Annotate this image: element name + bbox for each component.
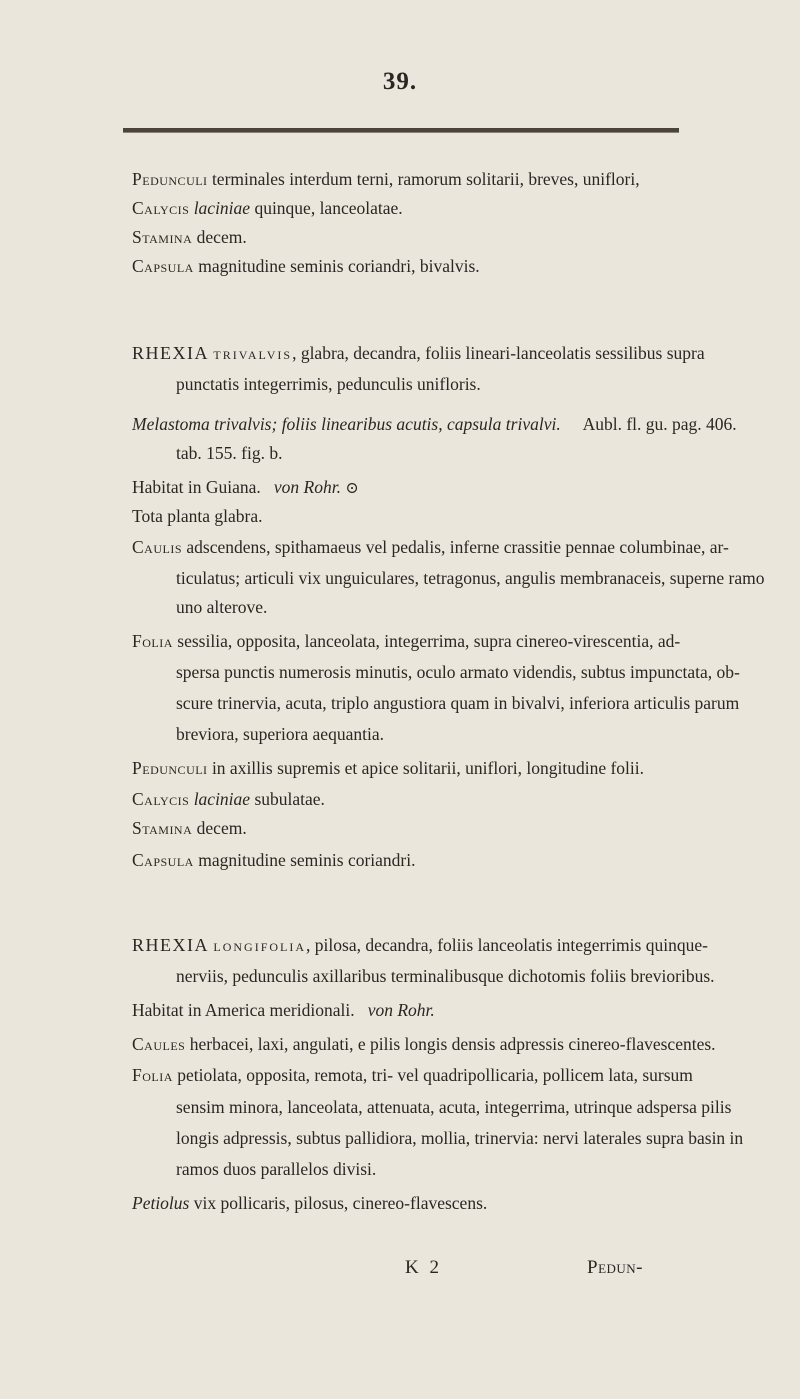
- genus-name: RHEXIA: [132, 343, 209, 363]
- text: punctatis integerrimis, pedunculis unifloris.: [176, 374, 481, 394]
- term-heading: Capsula: [132, 850, 194, 870]
- synonym-line: [132, 413, 737, 435]
- header-rule: [123, 128, 679, 133]
- text-line: [132, 849, 415, 871]
- text-line: [176, 373, 481, 395]
- text-line: [176, 567, 765, 589]
- text-line: [132, 226, 247, 248]
- text: , glabra, decandra, foliis lineari-lanceolatis sessilibus supra: [292, 343, 705, 363]
- habitat-line: [132, 999, 435, 1021]
- text: sensim minora, lanceolata, attenuata, acuta, integerrima, utrinque adspersa pilis: [176, 1097, 732, 1117]
- habitat-line: [132, 476, 359, 500]
- text: ticulatus; articuli vix unguiculares, tetragonus, angulis membranaceis, superne ramo: [176, 568, 765, 588]
- text: petiolata, opposita, remota, tri- vel quadripollicaria, pollicem lata, sursum: [172, 1065, 693, 1085]
- text-line: [176, 1158, 376, 1180]
- text-line: [176, 442, 282, 464]
- species-heading-line: [132, 934, 708, 956]
- text: ramos duos parallelos divisi.: [176, 1159, 377, 1179]
- text: herbacei, laxi, angulati, e pilis longis densis adpressis cinereo-flavescentes.: [185, 1034, 716, 1054]
- term-heading: Pedunculi: [132, 169, 208, 189]
- text: breviora, superiora aequantia.: [176, 724, 384, 744]
- text: magnitudine seminis coriandri.: [193, 850, 416, 870]
- text: , pilosa, decandra, foliis lanceolatis integerrimis quinque-: [306, 935, 708, 955]
- text: adscendens, spithamaeus vel pedalis, inferne crassitie pennae columbinae, ar-: [182, 537, 729, 557]
- text-line: [132, 505, 262, 527]
- text: in axillis supremis et apice solitarii, uniflori, longitudine folii.: [207, 758, 645, 778]
- text-line: [132, 1192, 487, 1214]
- text: vix pollicaris, pilosus, cinereo-flavescens.: [189, 1193, 488, 1213]
- text: decem.: [192, 227, 247, 247]
- term-heading: Folia: [132, 1065, 173, 1085]
- italic-term: laciniae: [193, 789, 251, 809]
- text: spersa punctis numerosis minutis, oculo armato videndis, subtus impunctata, ob-: [176, 662, 740, 682]
- annual-symbol-icon: ⊙: [345, 480, 359, 497]
- text-line: [132, 168, 640, 190]
- text-line: [132, 1033, 716, 1055]
- reference: tab. 155. fig. b.: [176, 443, 283, 463]
- catchword: Pedun-: [587, 1257, 643, 1278]
- text: Tota planta glabra.: [132, 506, 263, 526]
- text-line: [176, 723, 384, 745]
- text-line: [132, 255, 480, 277]
- text: quinque, lanceolatae.: [250, 198, 403, 218]
- synonym: Melastoma trivalvis; foliis linearibus acutis, capsula trivalvi.: [132, 414, 561, 434]
- term-heading: Caules: [132, 1034, 186, 1054]
- text-line: [132, 536, 729, 558]
- collector: von Rohr.: [367, 1000, 435, 1020]
- text-line: [176, 965, 715, 987]
- text: subulatae.: [250, 789, 325, 809]
- text-line: [176, 1096, 731, 1118]
- text: decem.: [192, 818, 247, 838]
- reference: Aubl. fl. gu. pag. 406.: [582, 414, 737, 434]
- text-line: [132, 817, 247, 839]
- term-heading: Calycis: [132, 198, 190, 218]
- text-line: [176, 596, 267, 618]
- text: uno alterove.: [176, 597, 268, 617]
- term-heading: Capsula: [132, 256, 194, 276]
- signature-mark: K 2: [405, 1257, 442, 1278]
- term-heading: Caulis: [132, 537, 183, 557]
- text-line: [176, 692, 739, 714]
- text-line: [132, 630, 680, 652]
- term-heading: Stamina: [132, 227, 193, 247]
- italic-term: laciniae: [193, 198, 251, 218]
- term-heading: Folia: [132, 631, 173, 651]
- text-line: [132, 197, 403, 219]
- genus-name: RHEXIA: [132, 935, 209, 955]
- italic-term: Petiolus: [132, 1193, 190, 1213]
- habitat: Habitat in America meridionali.: [132, 1000, 355, 1020]
- text: terminales interdum terni, ramorum solitarii, breves, uniflori,: [207, 169, 640, 189]
- text: sessilia, opposita, lanceolata, integerrima, supra cinereo-virescentia, ad-: [172, 631, 681, 651]
- text-line: [132, 757, 644, 779]
- text: nerviis, pedunculis axillaribus terminalibusque dichotomis foliis brevioribus.: [176, 966, 715, 986]
- species-name: longifolia: [213, 935, 307, 955]
- text-line: [132, 788, 325, 810]
- text: magnitudine seminis coriandri, bivalvis.: [193, 256, 480, 276]
- text-line: [176, 661, 740, 683]
- collector: von Rohr.: [273, 477, 341, 497]
- text-line: [176, 1127, 743, 1149]
- page-number: 39.: [382, 68, 418, 95]
- habitat: Habitat in Guiana.: [132, 477, 261, 497]
- term-heading: Calycis: [132, 789, 190, 809]
- term-heading: Pedunculi: [132, 758, 208, 778]
- text-line: [132, 1064, 693, 1086]
- species-heading-line: [132, 342, 705, 364]
- term-heading: Stamina: [132, 818, 193, 838]
- text: longis adpressis, subtus pallidiora, mollia, trinervia: nervi laterales supra basin in: [176, 1128, 744, 1148]
- species-name: trivalvis: [213, 343, 293, 363]
- text: scure trinervia, acuta, triplo angustiora quam in bivalvi, inferiora articulis parum: [176, 693, 740, 713]
